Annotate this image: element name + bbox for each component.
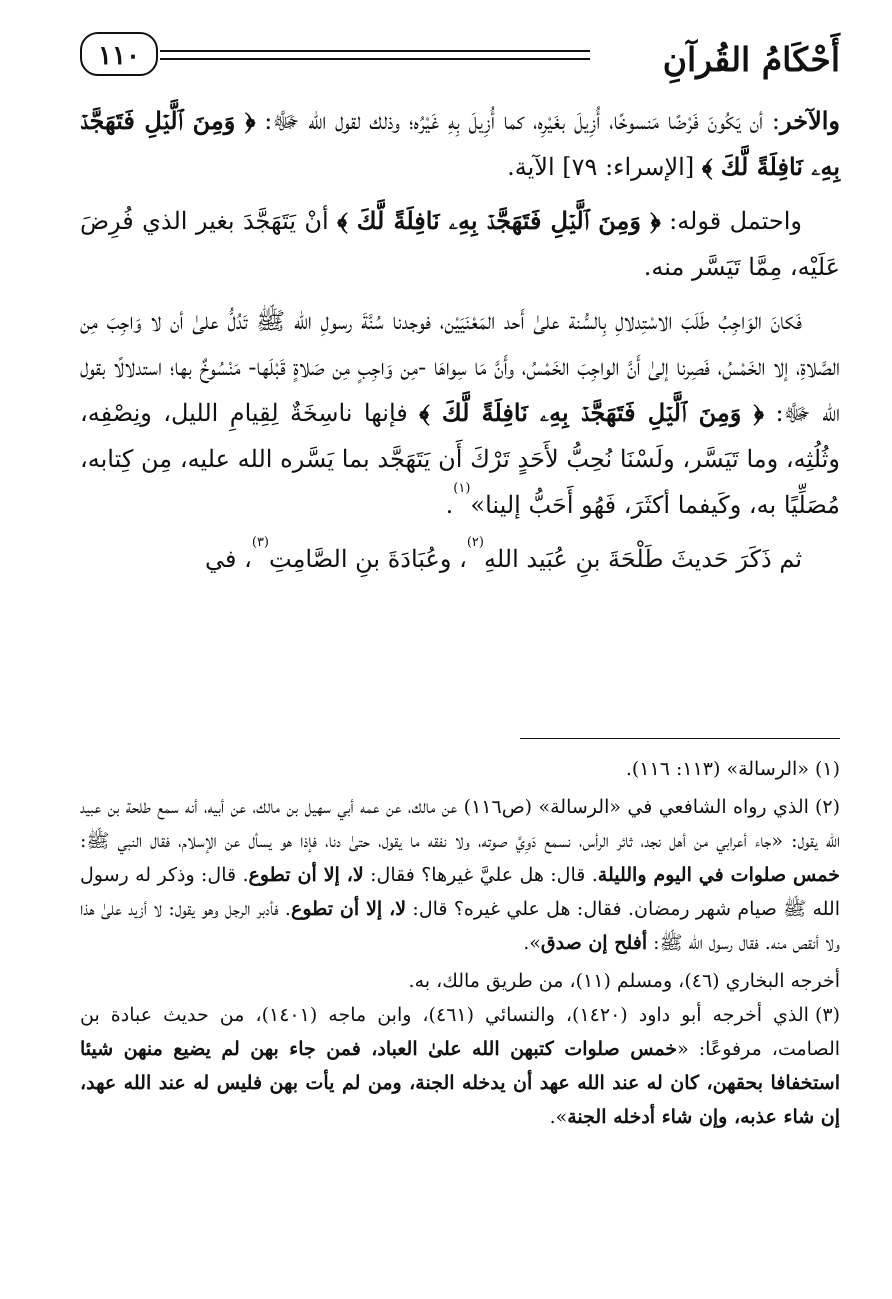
header-rule [160, 50, 590, 52]
footnote [80, 790, 840, 960]
text: أنْ يَتَهَجَّدَ بغير الذي فُرِضَ عَلَيْه، مِمَّا تَيَسَّر منه. [80, 207, 840, 281]
footnote-text: الذي رواه الشافعي في «الرسالة» (ص١١٦) عن مالك، عن عمه أبي سهيل بن مالك، عن أبيه، أنه سمع طلحة بن عبيد الله يقول: «جاء أعرابي من أهل نجد، ثائر الرأس، نسمع دَوِيَّ صوته، ولا نفقه ما يقول، حتىٰ دنا، فإذا هو يسأل عن الإسلام، فقال النبي ﷺ: [80, 796, 840, 852]
footnote-text: ». [549, 1106, 568, 1128]
footnote-text: الذي أخرجه أبو داود (١٤٢٠)، والنسائي (٤٦١)، وابن ماجه (١٤٠١)، من حديث عبادة بن الصامت، مرفوعًا: « [80, 1004, 841, 1060]
hadith-text: خمس صلوات كتبهن الله علىٰ العباد، فمن جاء بهن لم يضيع منهن شيئا استخفافا بحقهن، كان له عند الله عهد أن يدخله الجنة، ومن لم يأت بهن فليس له عند الله عهد، إن شاء عذبه، وإن شاء أدخله الجنة [80, 1038, 840, 1128]
footnote [80, 752, 840, 786]
quran-verse: ﴿ وَمِنَ ٱلَّيۡلِ فَتَهَجَّدۡ بِهِۦ نَافِلَةً لَّكَ ﴾ [419, 398, 765, 427]
footnote-ref: (١) [453, 481, 471, 496]
footnote-text: . قال: هل عليَّ غيرها؟ فقال: [363, 864, 598, 886]
paragraph [80, 298, 840, 528]
hadith-text: خمس صلوات في اليوم والليلة [597, 864, 840, 886]
text: . [445, 491, 454, 519]
footnotes [80, 752, 840, 1138]
text: واحتمل قوله: [660, 207, 803, 235]
footnote-number: (٣) [814, 1004, 840, 1026]
hadith-text: أفلح إن صدق [540, 932, 648, 954]
footnote-text: ». [523, 932, 541, 954]
header-rule [160, 58, 590, 60]
text: [الإسراء: ٧٩] الآية. [507, 153, 702, 181]
paragraph [80, 536, 840, 582]
text: ، وعُبَادَةَ بنِ الصَّامِتِ [269, 545, 467, 573]
footnote-continuation: أخرجه البخاري (٤٦)، ومسلم (١١)، من طريق مالك، به. [408, 970, 840, 992]
page-number: ١١٠ [80, 32, 158, 76]
text: ثم ذَكَرَ حَديثَ طَلْحَةَ بنِ عُبَيد اللهِ [483, 545, 802, 573]
running-title: أَحْكَامُ القُرآنِ [662, 40, 840, 79]
paragraph [80, 98, 840, 190]
footnote [80, 998, 840, 1134]
page-header [80, 32, 840, 96]
text: فَكانَ الوَاجِبُ طَلَبَ الاسْتِدلالِ بِالسُّنة علىٰ أَحد المَعْنَيَيْن، فوجدنا سُنَّةَ رسولِ الله ﷺ تَدُلُّ علىٰ أن لا وَاجِبَ مِن الصَّلاةِ، إلا الخَمْسُ، فَصِرنا إلىٰ أَنَّ الواجِبَ الخَمْسُ، وأَنَّ مَا سِواهَا -مِن وَاجِبٍ مِن صَلاةٍ قَبْلَها- مَنْسُوخٌ بها؛ استدلالًا بقول الله ﷻ: [80, 307, 840, 427]
paragraph [80, 198, 840, 290]
footnote-text: . فأدبر الرجل وهو يقول: لا أزيد علىٰ هذا ولا أنقص منه. فقال رسول الله ﷺ: [80, 898, 840, 954]
footnote-number: (٢) [814, 796, 840, 818]
text: : أن يَكُونَ فَرْضًا مَنسوخًا، أُزِيلَ بغَيْرِه، كما أُزِيلَ بِهِ غَيْرُه؛ وذلك لقول الله ﷻ: [255, 107, 780, 135]
quran-verse: ﴿ وَمِنَ ٱلَّيۡلِ فَتَهَجَّدۡ بِهِۦ نَافِلَةً لَّكَ ﴾ [80, 106, 840, 181]
footnote-number: (١) [814, 758, 840, 780]
text: ، في [205, 545, 252, 573]
lead-word: والآخر [779, 106, 841, 135]
main-text [80, 98, 840, 590]
quran-verse: ﴿ وَمِنَ ٱلَّيۡلِ فَتَهَجَّدۡ بِهِۦ نَافِلَةً لَّكَ ﴾ [337, 206, 661, 235]
footnote-text: «الرسالة» (١١٣: ١١٦). [625, 758, 809, 780]
text: فإنها ناسِخَةٌ لِقِيامِ الليل، ونِصْفِه، وثُلُثِه، وما تَيَسَّر، ولَسْنَا نُحِبُّ لأَحَدٍ تَرْكَ أَن يَتَهَجَّد بما يَسَّره الله عليه، مِن كِتابه، مُصَلِّيًا به، وكَيفما أكثَرَ، فَهُو أَحَبُّ إلينا» [80, 399, 840, 519]
footnote-ref: (٢) [466, 535, 484, 550]
hadith-text: لا، إلا أن تطوع [290, 898, 407, 920]
footnote-text: . قال: وذكر له رسول الله ﷺ صيام شهر رمضان. فقال: هل علي غيره؟ قال: [80, 864, 840, 920]
footnote-ref: (٣) [251, 535, 269, 550]
hadith-text: لا، إلا أن تطوع [248, 864, 364, 886]
footnote-separator [520, 738, 840, 739]
